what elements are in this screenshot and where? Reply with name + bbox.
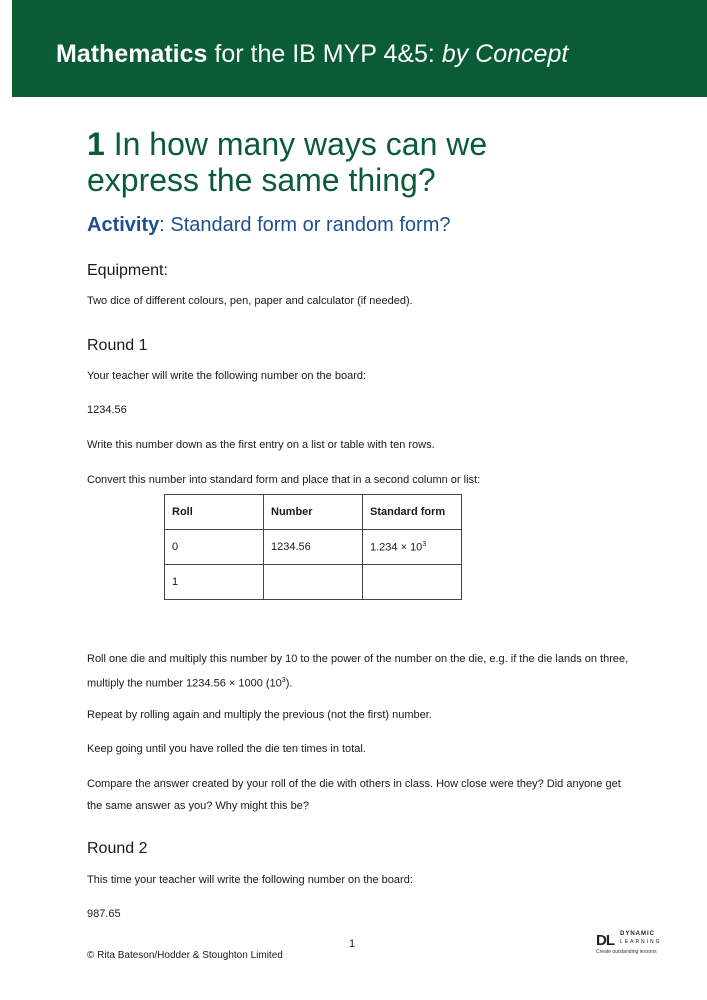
round1-paragraph: Convert this number into standard form and place that in a second column or list: <box>87 474 481 486</box>
round2-number: 987.65 <box>87 908 121 920</box>
table-cell <box>264 565 363 600</box>
round1-paragraph: Keep going until you have rolled the die ten times in total. <box>87 743 366 755</box>
table-header-cell: Standard form <box>363 495 462 530</box>
copyright-notice: © Rita Bateson/Hodder & Stoughton Limited <box>87 950 283 961</box>
page-number: 1 <box>349 938 356 950</box>
round2-paragraph: This time your teacher will write the following number on the board: <box>87 874 413 886</box>
dynamic-learning-logo <box>596 930 671 956</box>
table-cell: 1234.56 <box>264 530 363 565</box>
table-cell <box>363 565 462 600</box>
logo-mark-icon: DL <box>596 932 614 949</box>
table-header-cell: Number <box>264 495 363 530</box>
table-header-cell: Roll <box>165 495 264 530</box>
round1-paragraph: Roll one die and multiply this number by 10 to the power of the number on the die, e.g. if the die lands on three, multiply the number 1234.56 × 1000 $(10^3)$. <box>87 653 629 690</box>
round1-paragraph: Write this number down as the first entry on a list or table with ten rows. <box>87 439 435 451</box>
table-cell: $1.234 \times 10^3$ <box>363 530 462 565</box>
round1-paragraph: Your teacher will write the following number on the board: <box>87 370 367 382</box>
header-title: Mathematics for the IB MYP 4&5: by Concept <box>56 40 569 68</box>
page-header-banner <box>12 0 707 97</box>
activity-title: Activity: Standard form or random form? <box>87 214 451 236</box>
table-header-row <box>165 495 462 530</box>
round1-paragraph: Repeat by rolling again and multiply the previous (not the first) number. <box>87 709 432 721</box>
chapter-number: 1 <box>87 126 105 162</box>
equipment-heading: Equipment: <box>87 262 168 279</box>
table-cell: 0 <box>165 530 264 565</box>
round1-number: 1234.56 <box>87 404 127 416</box>
chapter-title: 1 In how many ways can we express the same thing? <box>87 126 488 198</box>
round1-heading: Round 1 <box>87 337 148 354</box>
logo-word: DYNAMIC <box>620 931 655 937</box>
table-row <box>165 530 462 565</box>
logo-tagline: Create outstanding lessons <box>596 949 657 955</box>
equipment-text: Two dice of different colours, pen, paper and calculator (if needed). <box>87 295 413 307</box>
logo-subword: LEARNING <box>620 939 662 945</box>
round2-heading: Round 2 <box>87 840 148 857</box>
roll-table <box>164 494 462 600</box>
table-cell: 1 <box>165 565 264 600</box>
table-row <box>165 565 462 600</box>
round1-paragraph: Compare the answer created by your roll of the die with others in class. How close were they? Did anyone get the same answer as you? Why might this be? <box>87 778 621 812</box>
